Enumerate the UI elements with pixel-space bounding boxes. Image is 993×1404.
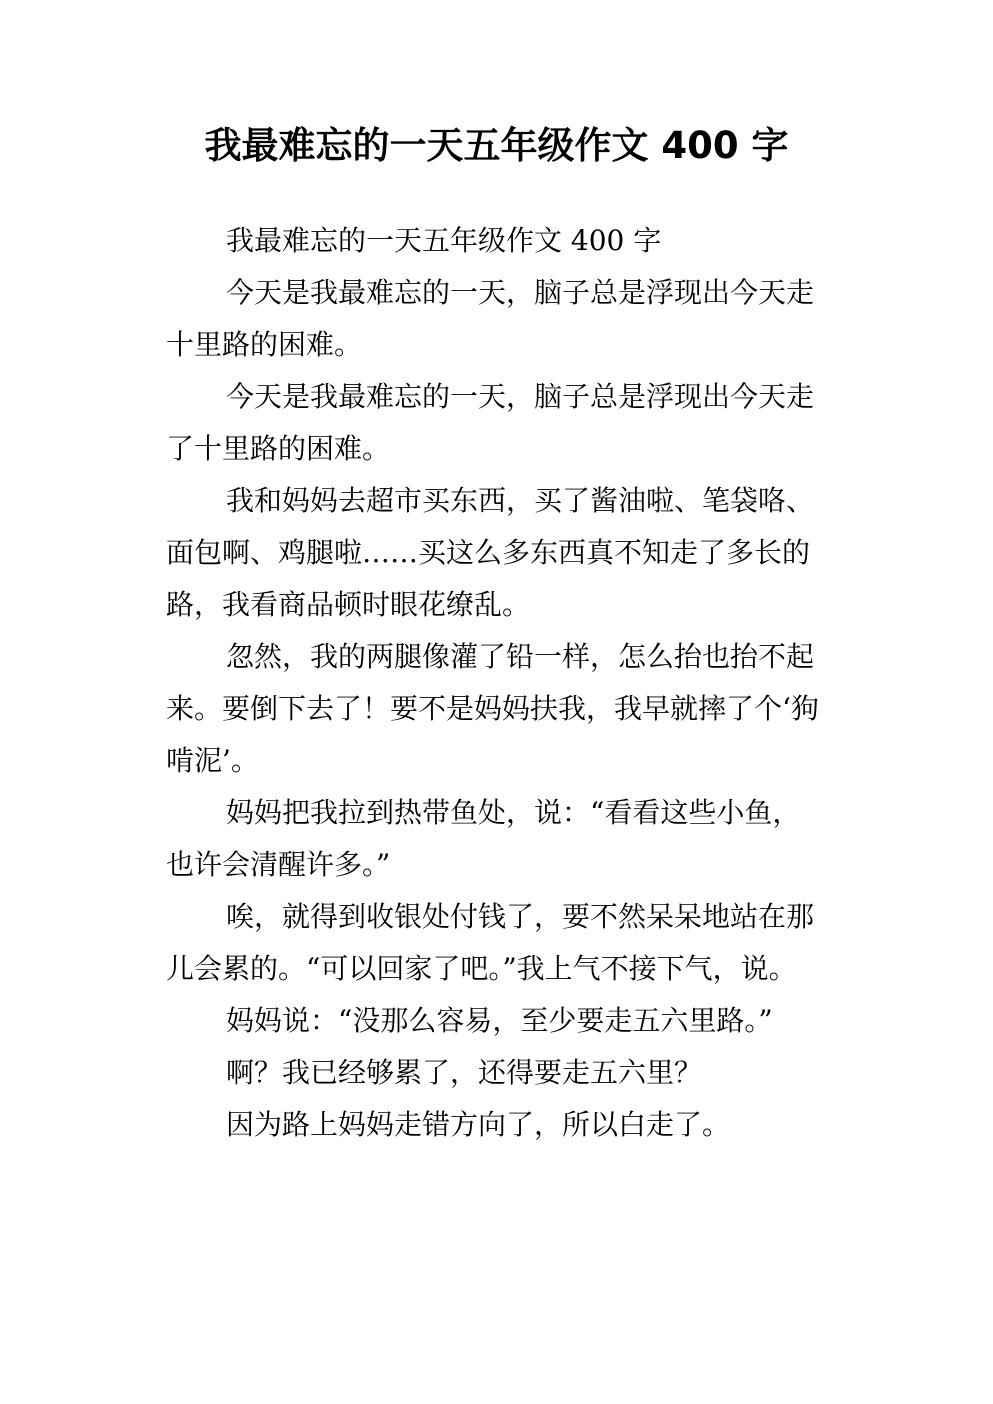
paragraph: 今天是我最难忘的一天，脑子总是浮现出今天走十里路的困难。	[166, 276, 815, 361]
paragraph: 忽然，我的两腿像灌了铅一样，怎么抬也抬不起来。要倒下去了！要不是妈妈扶我，我早就摔了个‘狗啃泥’。	[166, 640, 819, 777]
paragraph: 妈妈说：“没那么容易，至少要走五六里路。”	[226, 1004, 773, 1037]
document-title: 我最难忘的一天五年级作文 400 字	[204, 124, 789, 167]
paragraph: 唉，就得到收银处付钱了，要不然呆呆地站在那儿会累的。“可以回家了吧。”我上气不接下气，说。	[166, 900, 815, 985]
paragraph: 啊？我已经够累了，还得要走五六里？	[226, 1056, 703, 1089]
paragraph: 我最难忘的一天五年级作文 400 字	[226, 224, 662, 257]
paragraph: 因为路上妈妈走错方向了，所以白走了。	[226, 1108, 731, 1141]
paragraph: 妈妈把我拉到热带鱼处，说：“看看这些小鱼，也许会清醒许多。”	[166, 796, 801, 881]
document-body	[166, 215, 828, 1151]
paragraph: 今天是我最难忘的一天，脑子总是浮现出今天走了十里路的困难。	[166, 380, 815, 465]
paragraph: 我和妈妈去超市买东西，买了酱油啦、笔袋咯、面包啊、鸡腿啦……买这么多东西真不知走了多长的路，我看商品顿时眼花缭乱。	[166, 484, 815, 621]
